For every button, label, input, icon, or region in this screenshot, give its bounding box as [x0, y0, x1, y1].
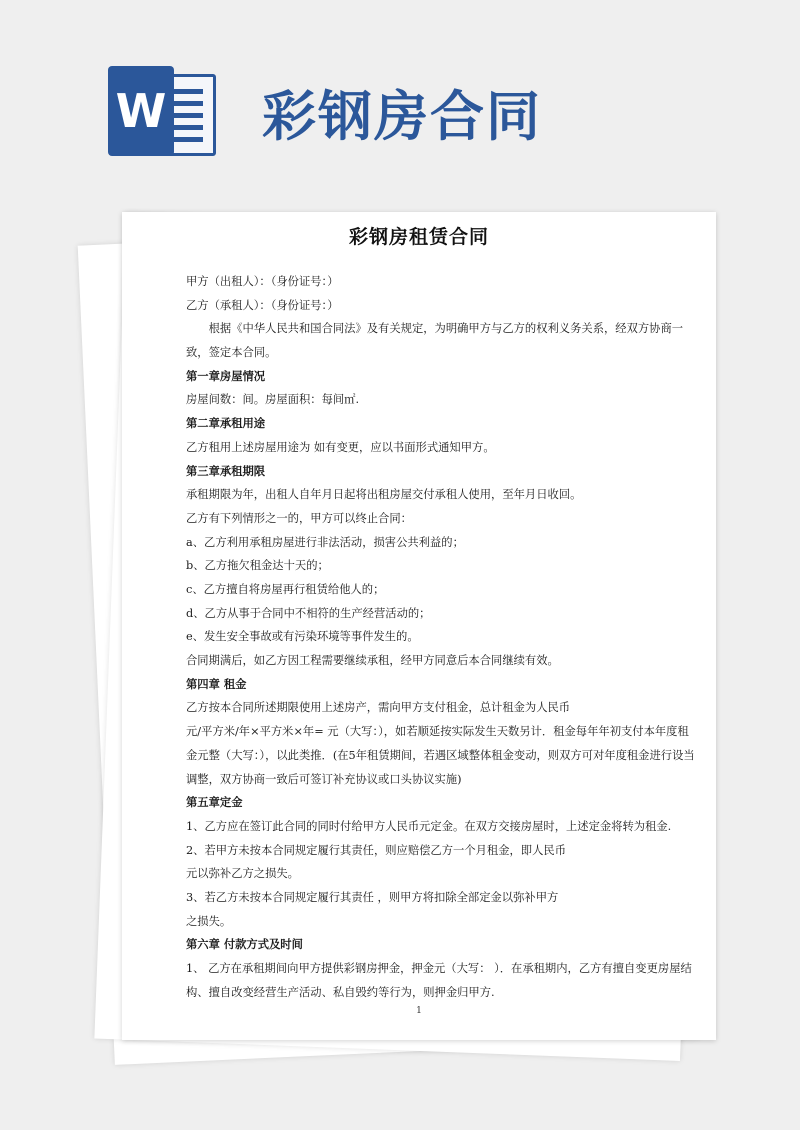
party-a-line: 甲方（出租人）：（身份证号：）	[186, 275, 339, 288]
preamble-paragraph: 根据《中华人民共和国合同法》及有关规定，为明确甲方与乙方的权利义务关系，经双方协商一致，签定本合同。	[186, 322, 684, 360]
list-item: d、乙方从事于合同中不相符的生产经营活动的；	[186, 606, 431, 620]
rent-paragraph: 元/平方米/年×平方米×年= 元（大写：），如若顺延按实际发生天数另计．租金每年年初支付本年度租金元整（大写：），以此类推．(在5年租赁期间，若遇区域整体租金变动，则双方可对年度租金进行设当调整，双方协商一致后可签订补充协议或口头协议实施)	[186, 725, 695, 786]
contract-clause: 合同期满后，如乙方因工程需要继续承租，经甲方同意后本合同继续有效。	[186, 654, 559, 668]
document-page	[122, 212, 716, 1040]
contract-clause: 1、乙方应在签订此合同的同时付给甲方人民币元定金。在双方交接房屋时，上述定金将转为租金.	[186, 819, 672, 833]
contract-clause: 2、若甲方未按本合同规定履行其责任，则应赔偿乙方一个月租金，即人民币	[186, 843, 566, 857]
chapter-heading: 第三章承租期限	[186, 463, 266, 478]
contract-clause: 元以弥补乙方之损失。	[186, 867, 299, 881]
party-b-line: 乙方（承租人）：（身份证号：）	[186, 298, 339, 312]
contract-clause: 房屋间数：间。房屋面积：每间㎡.	[186, 393, 360, 407]
chapter-heading: 第五章定金	[186, 795, 243, 810]
list-item: c、乙方擅自将房屋再行租赁给他人的；	[186, 582, 385, 596]
deposit-paragraph: 1、 乙方在承租期间向甲方提供彩钢房押金，押金元（大写： ）．在承租期内，乙方有擅自变更房屋结构、擅自改变经营生产活动、私自毁约等行为，则押金归甲方.	[186, 962, 692, 999]
contract-clause: 乙方有下列情形之一的，甲方可以终止合同：	[186, 511, 412, 525]
document-body	[186, 270, 698, 1004]
chapter-heading: 第二章承租用途	[186, 416, 266, 431]
list-item: e、发生安全事故或有污染环境等事件发生的。	[186, 630, 419, 644]
list-item: a、乙方利用承租房屋进行非法活动，损害公共利益的；	[186, 535, 464, 549]
chapter-heading: 第四章 租金	[186, 676, 247, 691]
chapter-heading: 第六章 付款方式及时间	[186, 937, 303, 952]
document-title: 彩钢房租赁合同	[348, 226, 489, 248]
contract-clause: 乙方按本合同所述期限使用上述房产，需向甲方支付租金，总计租金为人民币	[186, 701, 571, 715]
contract-clause: 3、若乙方未按本合同规定履行其责任 ，则甲方将扣除全部定金以弥补甲方	[186, 890, 559, 904]
contract-clause: 乙方租用上述房屋用途为 如有变更，应以书面形式通知甲方。	[186, 440, 495, 454]
banner	[0, 0, 800, 200]
page-number: 1	[416, 1006, 422, 1016]
contract-clause: 承租期限为年，出租人自年月日起将出租房屋交付承租人使用，至年月日收回。	[186, 488, 582, 502]
list-item: b、乙方拖欠租金达十天的；	[186, 559, 329, 573]
word-icon-letter: W	[108, 66, 174, 156]
word-document-icon	[108, 66, 212, 156]
banner-title: 彩钢房合同	[262, 85, 542, 148]
chapter-heading: 第一章房屋情况	[186, 368, 266, 383]
contract-clause: 之损失。	[186, 914, 232, 928]
